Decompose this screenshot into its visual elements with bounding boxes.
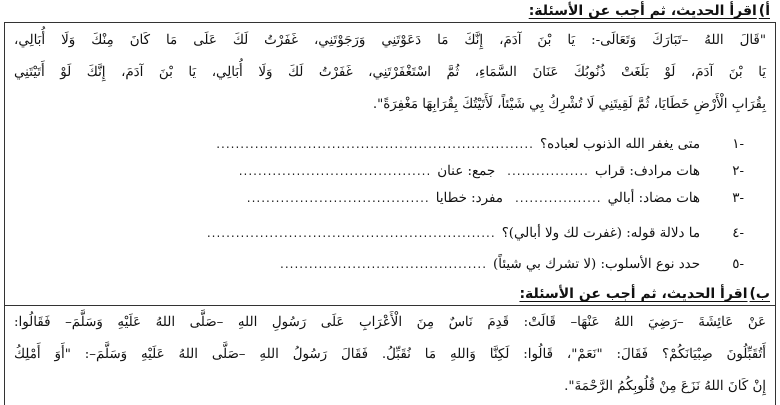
question-text: ما دلالة قوله: (غفرت لك ولا أبالي)؟ <box>501 225 700 241</box>
question-text: حدد نوع الأسلوب: (لا تشرك بي شيئاً) <box>493 256 700 272</box>
hadith-a-text <box>14 25 766 121</box>
divider-line <box>4 22 776 23</box>
hadith-b-text <box>14 307 766 403</box>
hadith-line: بِقُرَابِ الْأَرْضِ خَطَايَا، ثُمَّ لَقِيتَنِي لَا تُشْرِكُ بِي شَيْئاً، لَأَتَيْتُكَ بِقُرَابِهَا مَغْفِرَةً". <box>372 97 766 112</box>
question-row <box>14 253 766 275</box>
question-number: ٣- <box>732 190 744 206</box>
answer-line[interactable]: ............................................................ <box>206 226 496 240</box>
hadith-line: "قَالَ اللهُ –تَبَارَكَ وَتَعَالَى-: يَا بْنَ آدَمَ، إِنَّكَ مَا دَعَوْتَنِي وَرَجَوْتَنِي، غَفَرْتُ لَكَ عَلَى مَا كَانَ مِنْكَ وَلَا أُبَالِي، <box>14 33 766 48</box>
left-border <box>4 22 5 405</box>
section-b-title-text: اقرأ الحديث، ثم أجب عن الأسئلة: <box>519 286 748 302</box>
hadith-line: عَنْ عَائِشَةَ –رَضِيَ اللهُ عَنْهَا– قَالَتْ: قَدِمَ نَاسٌ مِنَ الْأَعْرَابِ عَلَى رَسُولِ اللهِ –صَلَّى اللهُ عَلَيْهِ وَسَلَّمَ– فَقَالُوا: <box>14 315 766 330</box>
question-number: ٢- <box>732 163 744 179</box>
question-row <box>14 160 766 182</box>
hadith-line: أَتُقَبِّلُونَ صِبْيَانَكُمْ؟ فَقَالَ: "نَعَمْ"، قَالُوا: لَكِنَّا وَاللهِ مَا نُقَبِّلُ. فَقَالَ رَسُولُ اللهِ –صَلَّى اللهُ عَلَيْهِ وَسَلَّمَ–: "أَوَ أَمْلِكُ <box>14 347 766 362</box>
answer-line[interactable]: ...................................... <box>246 191 430 205</box>
right-border <box>775 22 776 405</box>
hadith-line: إِنْ كَانَ اللهُ نَزَعَ مِنْ قُلُوبِكُمُ الرَّحْمَةَ". <box>564 379 766 394</box>
divider-line <box>4 305 776 306</box>
answer-line[interactable]: .................. <box>514 191 602 205</box>
question-text: هات مرادف: قراب <box>594 163 700 179</box>
question-row <box>14 222 766 244</box>
question-text: جمع: عنان <box>437 163 496 179</box>
question-row <box>14 133 766 155</box>
section-b-title <box>0 283 780 305</box>
answer-line[interactable]: ................. <box>507 164 589 178</box>
question-row <box>14 187 766 209</box>
answer-line[interactable]: ........................................... <box>280 257 488 271</box>
section-a-title <box>0 0 780 22</box>
answer-line[interactable]: ........................................ <box>238 164 432 178</box>
question-number: ٥- <box>732 256 744 272</box>
question-number: ٤- <box>732 225 744 241</box>
section-a-title-text: اقرأ الحديث، ثم أجب عن الأسئلة: <box>528 3 757 19</box>
question-text: هات مضاد: أبالي <box>607 190 700 206</box>
question-text: متى يغفر الله الذنوب لعباده؟ <box>540 136 700 152</box>
answer-line[interactable]: .................................................................. <box>216 137 534 151</box>
question-text: مفرد: خطايا <box>435 190 503 206</box>
section-a-marker: أ) <box>758 3 770 19</box>
hadith-line: يَا بْنَ آدَمَ، لَوْ بَلَغَتْ ذُنُوبُكَ عَنَانَ السَّمَاءِ، ثُمَّ اسْتَغْفَرْتَنِي، غَفَرْتُ لَكَ وَلَا أُبَالِي، يَا بْنَ آدَمَ، إِنَّكَ لَوْ أَتَيْتَنِي <box>14 65 766 80</box>
question-number: ١- <box>732 136 744 152</box>
section-b-marker: ب) <box>749 286 770 302</box>
